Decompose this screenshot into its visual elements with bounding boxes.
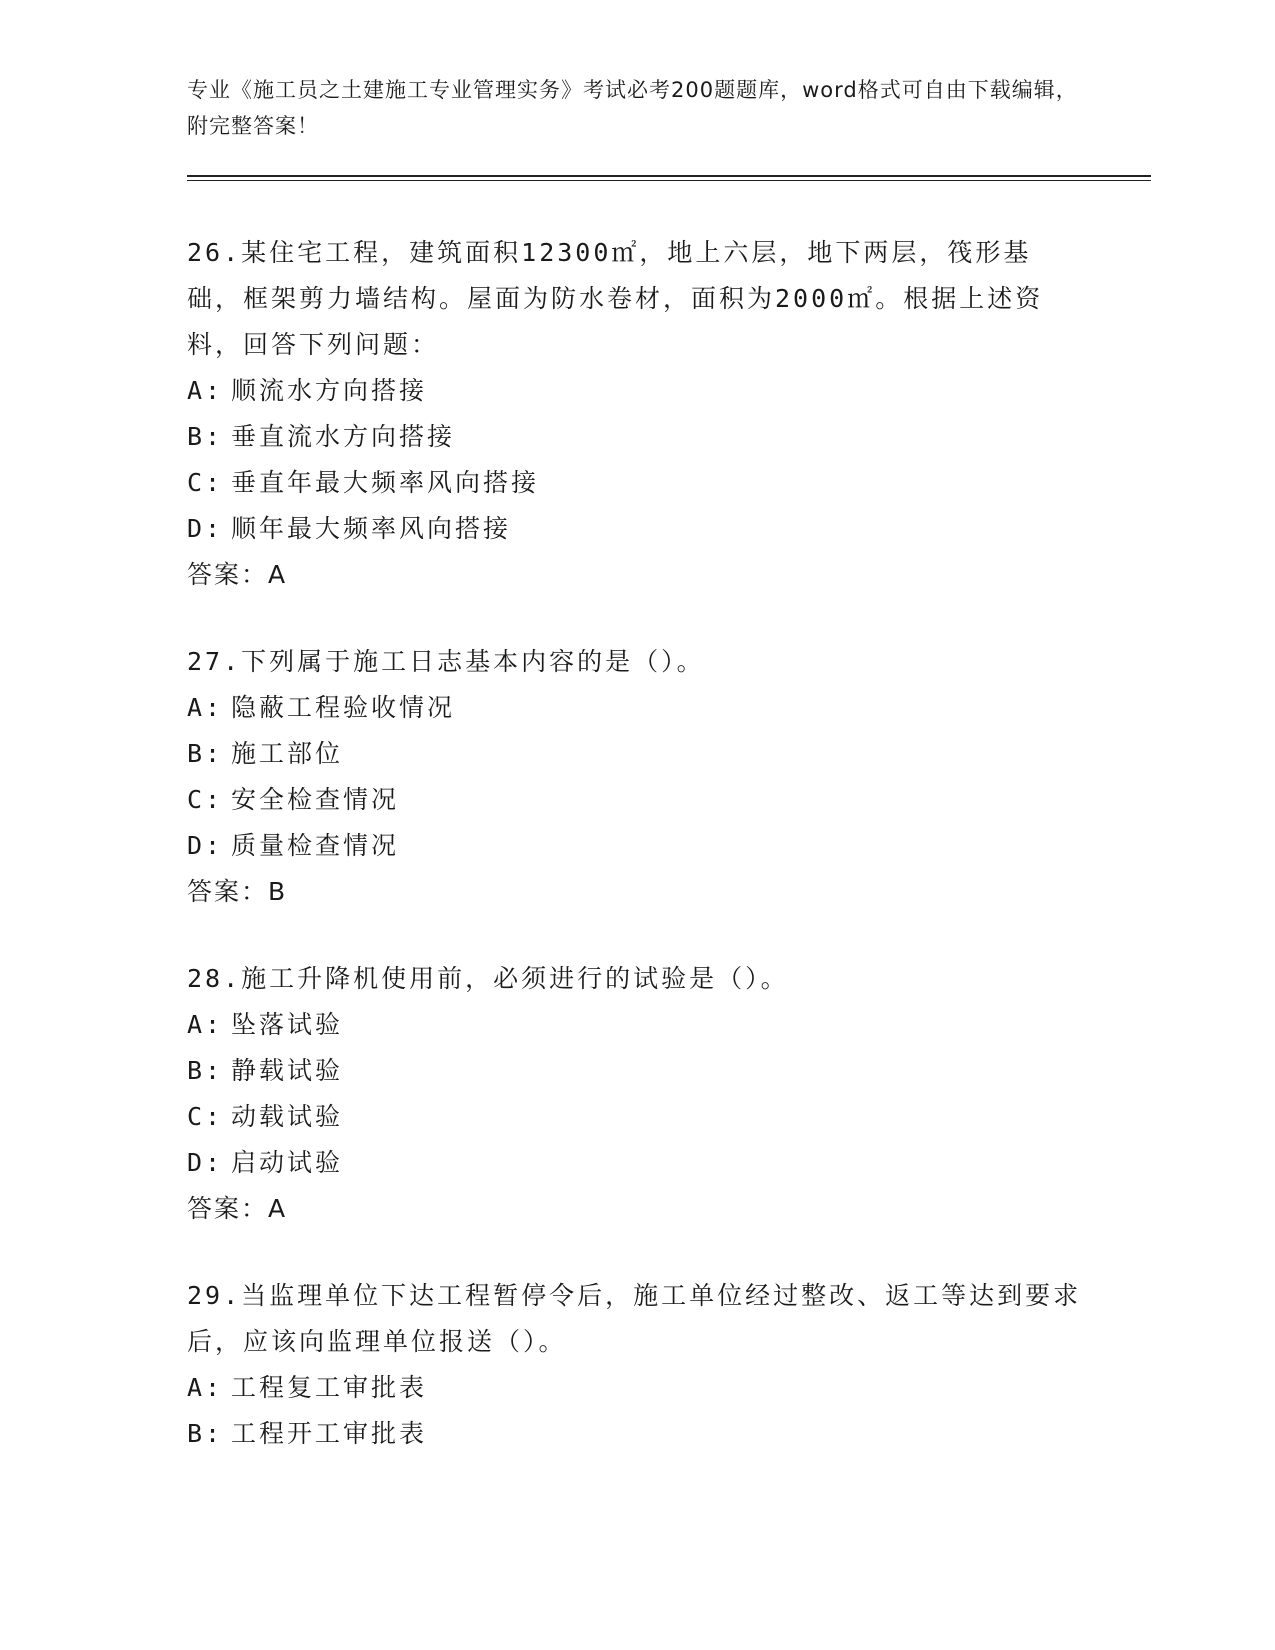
option-a [187, 368, 1087, 414]
document-header: 专业《施工员之土建施工专业管理实务》考试必考200题题库，word格式可自由下载编辑，附完整答案！ [187, 78, 1078, 138]
question-stem: 29.当监理单位下达工程暂停令后，施工单位经过整改、返工等达到要求后，应该向监理单位报送（）。 [187, 1281, 1082, 1356]
option-d [187, 1140, 1087, 1186]
option-key: C: [187, 785, 224, 814]
option-key: C: [187, 1102, 224, 1131]
option-key: D: [187, 1148, 224, 1177]
option-b [187, 731, 1087, 777]
answer-line: 答案：A [187, 560, 288, 589]
option-text: 顺年最大频率风向搭接 [231, 514, 512, 543]
option-c [187, 460, 1087, 506]
question-stem: 27.下列属于施工日志基本内容的是（）。 [187, 647, 705, 676]
option-text: 坠落试验 [231, 1010, 344, 1039]
option-key: C: [187, 468, 224, 497]
option-c [187, 777, 1087, 823]
option-b [187, 1048, 1087, 1094]
answer-line: 答案：A [187, 1194, 288, 1223]
option-key: A: [187, 1010, 224, 1039]
question-29 [187, 1273, 1087, 1457]
option-a [187, 1002, 1087, 1048]
option-key: B: [187, 1056, 224, 1085]
option-text: 动载试验 [231, 1102, 344, 1131]
option-key: A: [187, 1373, 224, 1402]
option-key: B: [187, 422, 224, 451]
question-27 [187, 639, 1087, 915]
option-key: A: [187, 693, 224, 722]
option-b [187, 1411, 1087, 1457]
option-text: 静载试验 [231, 1056, 344, 1085]
option-text: 工程开工审批表 [231, 1419, 428, 1448]
option-d [187, 823, 1087, 869]
option-text: 安全检查情况 [231, 785, 400, 814]
option-key: D: [187, 831, 224, 860]
question-list [187, 230, 1087, 1498]
option-key: B: [187, 739, 224, 768]
option-text: 施工部位 [231, 739, 344, 768]
answer-line: 答案：B [187, 877, 288, 906]
option-text: 顺流水方向搭接 [231, 376, 428, 405]
option-key: B: [187, 1419, 224, 1448]
option-b [187, 414, 1087, 460]
option-a [187, 685, 1087, 731]
question-26 [187, 230, 1087, 598]
option-c [187, 1094, 1087, 1140]
option-key: A: [187, 376, 224, 405]
option-text: 质量检查情况 [231, 831, 400, 860]
option-text: 启动试验 [231, 1148, 344, 1177]
option-a [187, 1365, 1087, 1411]
header-divider [187, 175, 1151, 181]
option-text: 垂直年最大频率风向搭接 [231, 468, 540, 497]
option-text: 垂直流水方向搭接 [231, 422, 456, 451]
option-text: 隐蔽工程验收情况 [231, 693, 456, 722]
question-28 [187, 956, 1087, 1232]
option-key: D: [187, 514, 224, 543]
question-stem: 28.施工升降机使用前，必须进行的试验是（）。 [187, 964, 789, 993]
question-stem: 26.某住宅工程，建筑面积12300㎡，地上六层，地下两层，筏形基础，框架剪力墙结构。屋面为防水卷材，面积为2000㎡。根据上述资料，回答下列问题： [187, 238, 1044, 359]
option-text: 工程复工审批表 [231, 1373, 428, 1402]
option-d [187, 506, 1087, 552]
